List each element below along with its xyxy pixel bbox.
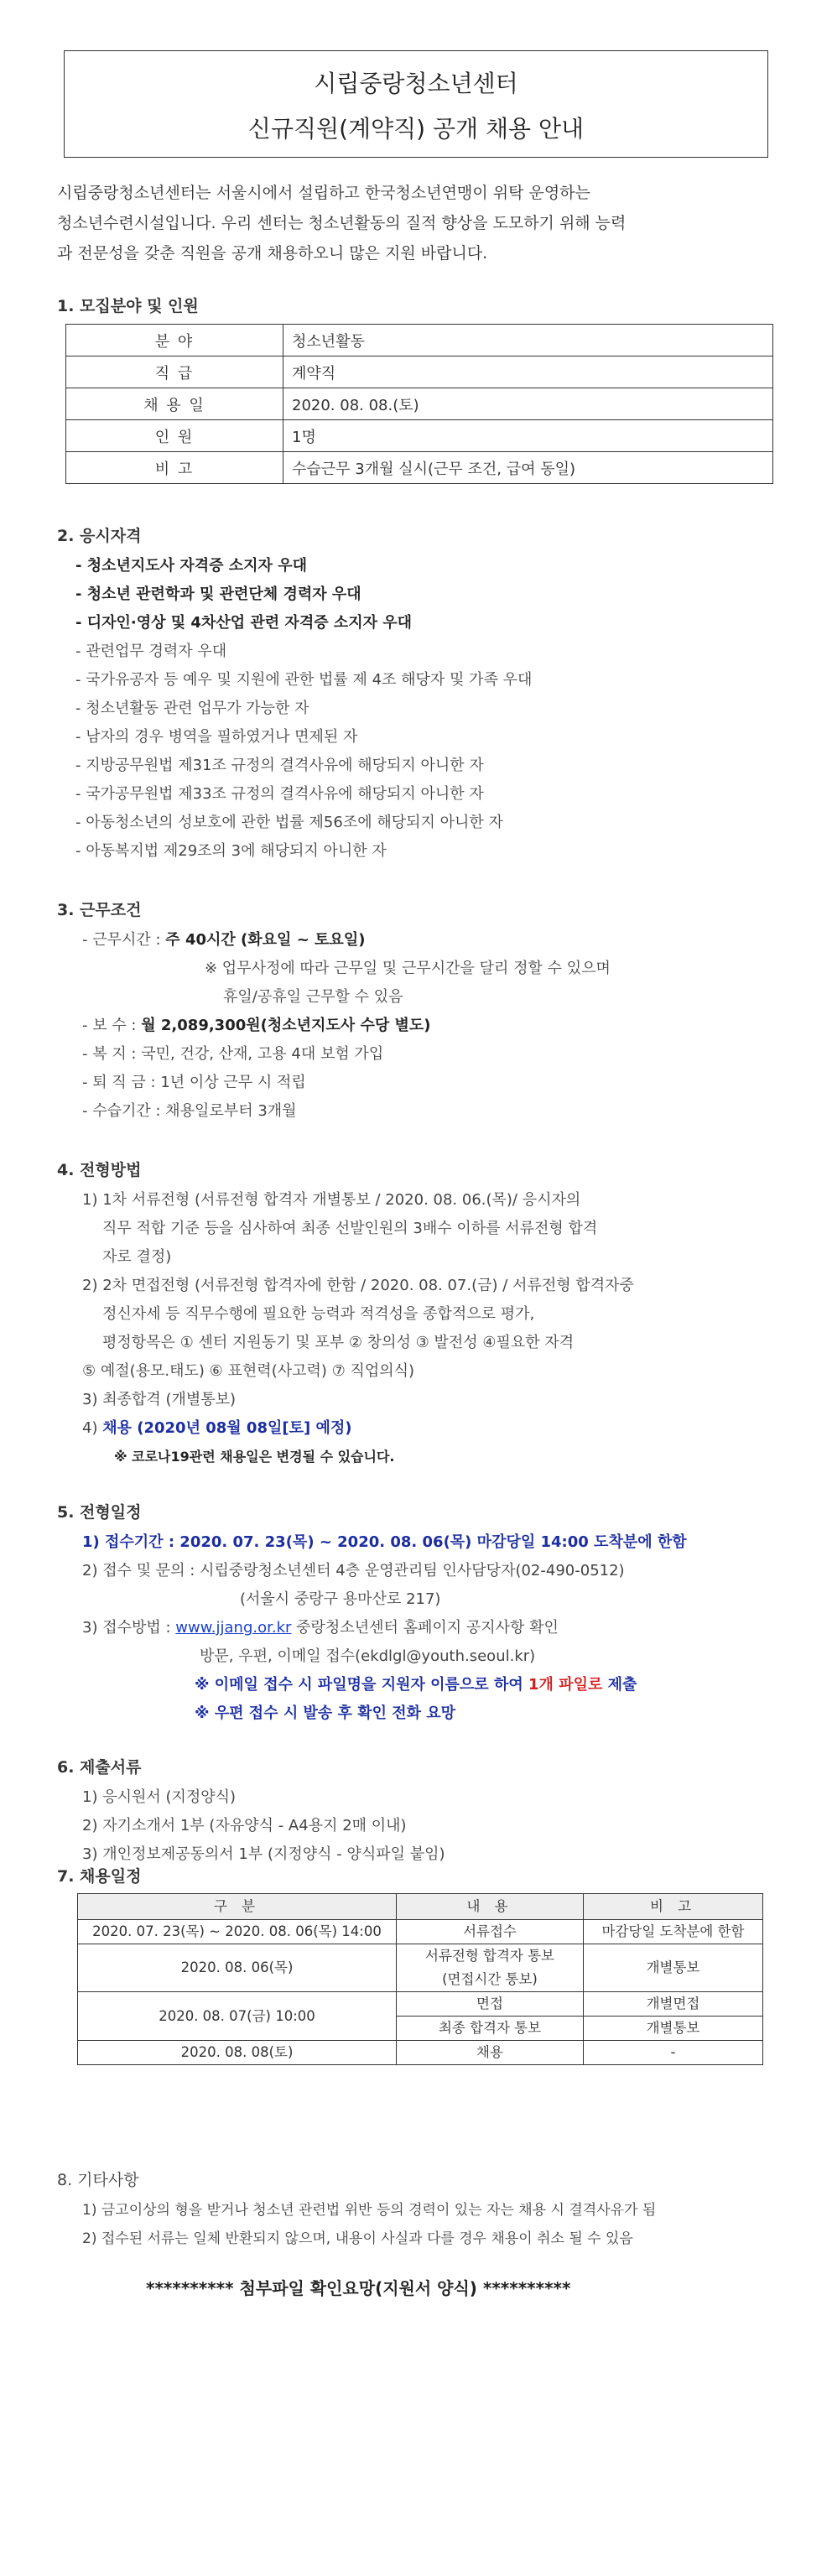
table-row — [66, 420, 773, 452]
selection-line: 정신자세 등 직무수행에 필요한 능력과 적격성을 종합적으로 평가, — [102, 1305, 535, 1323]
table-label: 인 원 — [66, 420, 283, 452]
qualification-item: - 청소년활동 관련 업무가 가능한 자 — [75, 700, 309, 717]
qualification-item: - 아동청소년의 성보호에 관한 법률 제56조에 해당되지 아니한 자 — [75, 814, 503, 831]
table-value: 수습근무 3개월 실시(근무 조건, 급여 동일) — [283, 452, 773, 484]
qualification-item: - 남자의 경우 병역을 필하였거나 면제된 자 — [75, 728, 358, 746]
selection-line — [82, 1416, 351, 1438]
table-label: 채 용 일 — [66, 388, 283, 420]
qualification-item: - 국가유공자 등 예우 및 지원에 관한 법률 제 4조 해당자 및 가족 우대 — [75, 671, 533, 689]
table-cell: 최종 합격자 통보 — [397, 2017, 584, 2041]
table-row — [78, 1992, 763, 2017]
application-method — [82, 1616, 559, 1637]
selection-number: 4) — [82, 1419, 103, 1437]
table-label: 분 야 — [66, 325, 283, 356]
contact-line: 2) 접수 및 문의 : 시립중랑청소년센터 4층 운영관리팀 인사담당자(02-490-0512) — [82, 1562, 625, 1579]
section-heading-qualifications: 2. 응시자격 — [57, 527, 142, 545]
qualification-item: - 국가공무원법 제33조 규정의 결격사유에 해당되지 아니한 자 — [75, 785, 484, 803]
document-item: 1) 응시원서 (지정양식) — [82, 1788, 237, 1806]
table-header-row — [78, 1894, 763, 1920]
table-value: 청소년활동 — [283, 325, 773, 356]
qualification-item: - 지방공무원법 제31조 규정의 결격사유에 해당되지 아니한 자 — [75, 757, 484, 774]
intro-paragraph — [57, 178, 778, 268]
qualification-item: - 청소년 관련학과 및 관련단체 경력자 우대 — [75, 585, 361, 603]
work-hours-label: - 근무시간 : — [82, 931, 161, 949]
pay-value: 월 2,089,300원(청소년지도사 수당 별도) — [141, 1017, 431, 1034]
document-item: 2) 자기소개서 1부 (자유양식 - A4용지 2매 이내) — [82, 1817, 407, 1834]
selection-line: 자로 결정) — [102, 1248, 172, 1266]
table-row — [78, 2041, 763, 2065]
application-method-label: 3) 접수방법 : — [82, 1619, 171, 1637]
table-cell: 면접 — [397, 1992, 584, 2017]
center-name-title: 시립중랑청소년센터 — [314, 70, 518, 97]
work-hours-row — [82, 928, 365, 950]
email-note — [195, 1673, 637, 1694]
qualification-item: - 아동복지법 제29조의 3에 해당되지 아니한 자 — [75, 842, 387, 860]
table-value: 1명 — [283, 420, 773, 452]
table-cell: 개별면접 — [584, 1992, 763, 2017]
table-cell: 개별통보 — [584, 2017, 763, 2041]
section-heading-work-conditions: 3. 근무조건 — [57, 901, 142, 919]
table-value: 2020. 08. 08.(토) — [283, 388, 773, 420]
table-cell: 개별통보 — [584, 1944, 763, 1992]
table-cell — [397, 1944, 584, 1992]
table-cell: 2020. 08. 06(목) — [78, 1944, 397, 1992]
hire-date: 채용 (2020년 08월 08일[토] 예정) — [102, 1419, 352, 1437]
title-box — [64, 50, 768, 158]
column-header: 비 고 — [584, 1894, 763, 1920]
table-label: 직 급 — [66, 356, 283, 388]
covid-note: ※ 코로나19관련 채용일은 변경될 수 있습니다. — [114, 1449, 395, 1465]
selection-line: 3) 최종합격 (개별통보) — [82, 1391, 237, 1408]
application-period: 1) 접수기간 : 2020. 07. 23(목) ~ 2020. 08. 06(목) 마감당일 14:00 도착분에 한함 — [82, 1533, 687, 1551]
section-heading-recruitment: 1. 모집분야 및 인원 — [57, 297, 199, 315]
table-cell: - — [584, 2041, 763, 2065]
welfare-row: - 복 지 : 국민, 건강, 산재, 고용 4대 보험 가입 — [82, 1045, 384, 1063]
table-row — [66, 452, 773, 484]
work-hours-note: 휴일/공휴일 근무할 수 있음 — [223, 988, 403, 1006]
table-row — [78, 1944, 763, 1992]
qualification-item: - 디자인·영상 및 4차산업 관련 자격증 소지자 우대 — [75, 614, 413, 632]
other-item: 2) 접수된 서류는 일체 반환되지 않으며, 내용이 사실과 다를 경우 채용이 취소 될 수 있음 — [82, 2230, 633, 2247]
section-heading-hiring-schedule: 7. 채용일정 — [57, 1867, 142, 1886]
selection-line: 직무 적합 기준 등을 심사하여 최종 선발인원의 3배수 이하를 서류전형 합격 — [102, 1220, 598, 1237]
homepage-link[interactable]: www.jjang.or.kr — [175, 1619, 292, 1637]
attachment-footer-note: ********** 첨부파일 확인요망(지원서 양식) ********** — [146, 2278, 571, 2298]
email-note-end: 제출 — [602, 1676, 637, 1694]
table-cell: 서류접수 — [397, 1920, 584, 1944]
homepage-note: 중랑청소년센터 홈페이지 공지사항 확인 — [296, 1619, 559, 1637]
work-hours-value: 주 40시간 (화요일 ~ 토요일) — [165, 931, 366, 949]
hiring-schedule-table — [77, 1893, 763, 2065]
section-heading-other: 8. 기타사항 — [57, 2171, 139, 2189]
table-cell: 채용 — [397, 2041, 584, 2065]
table-value: 계약직 — [283, 356, 773, 388]
one-file-highlight: 1개 파일로 — [528, 1676, 603, 1694]
section-heading-selection: 4. 전형방법 — [57, 1161, 142, 1179]
column-header: 내 용 — [397, 1894, 584, 1920]
column-header: 구 분 — [78, 1894, 397, 1920]
table-cell: 2020. 08. 07(금) 10:00 — [78, 1992, 397, 2041]
application-channels: 방문, 우편, 이메일 접수(ekdlgl@youth.seoul.kr) — [200, 1647, 536, 1665]
work-hours-note: ※ 업무사정에 따라 근무일 및 근무시간을 달리 정할 수 있으며 — [205, 960, 611, 977]
probation-row: - 수습기간 : 채용일로부터 3개월 — [82, 1102, 297, 1120]
intro-line: 과 전문성을 갖춘 직원을 공개 채용하오니 많은 지원 바랍니다. — [57, 244, 488, 263]
table-row — [66, 356, 773, 388]
cell-line: (면접시간 통보) — [442, 1971, 538, 1987]
pay-row — [82, 1013, 431, 1035]
pay-label: - 보 수 : — [82, 1017, 137, 1034]
selection-line: 1) 1차 서류전형 (서류전형 합격자 개별통보 / 2020. 08. 06.(목)/ 응시자의 — [82, 1191, 581, 1209]
recruitment-table — [65, 324, 773, 484]
table-row — [66, 325, 773, 356]
table-cell: 2020. 08. 08(토) — [78, 2041, 397, 2065]
other-item: 1) 금고이상의 형을 받거나 청소년 관련법 위반 등의 경력이 있는 자는 채용 시 결격사유가 됨 — [82, 2202, 657, 2219]
qualification-item: - 관련업무 경력자 우대 — [75, 643, 227, 660]
intro-line: 청소년수련시설입니다. 우리 센터는 청소년활동의 질적 향상을 도모하기 위해 능력 — [57, 214, 627, 232]
intro-line: 시립중랑청소년센터는 서울시에서 설립하고 한국청소년연맹이 위탁 운영하는 — [57, 184, 590, 202]
table-row — [66, 388, 773, 420]
notice-title: 신규직원(계약직) 공개 채용 안내 — [247, 115, 585, 143]
cell-line: 서류전형 합격자 통보 — [425, 1948, 554, 1964]
address-line: (서울시 중랑구 용마산로 217) — [240, 1590, 441, 1608]
table-label: 비 고 — [66, 452, 283, 484]
mail-note: ※ 우편 접수 시 발송 후 확인 전화 요망 — [195, 1704, 456, 1722]
table-row — [78, 1920, 763, 1944]
selection-line: 평정항목은 ① 센터 지원동기 및 포부 ② 창의성 ③ 발전성 ④필요한 자격 — [102, 1334, 575, 1351]
table-cell: 2020. 07. 23(목) ~ 2020. 08. 06(목) 14:00 — [78, 1920, 397, 1944]
table-cell: 마감당일 도착분에 한함 — [584, 1920, 763, 1944]
severance-row: - 퇴 직 금 : 1년 이상 근무 시 적립 — [82, 1074, 306, 1091]
email-note-text: ※ 이메일 접수 시 파일명을 지원자 이름으로 하여 — [195, 1676, 529, 1694]
qualification-item: - 청소년지도사 자격증 소지자 우대 — [75, 557, 307, 575]
section-heading-schedule: 5. 전형일정 — [57, 1503, 142, 1522]
section-heading-documents: 6. 제출서류 — [57, 1758, 142, 1777]
selection-line: 2) 2차 면접전형 (서류전형 합격자에 한함 / 2020. 08. 07.(금) / 서류전형 합격자중 — [82, 1277, 634, 1294]
document-item: 3) 개인정보제공동의서 1부 (지정양식 - 양식파일 붙임) — [82, 1845, 445, 1863]
selection-line: ⑤ 예절(용모.태도) ⑥ 표현력(사고력) ⑦ 직업의식) — [82, 1362, 415, 1380]
